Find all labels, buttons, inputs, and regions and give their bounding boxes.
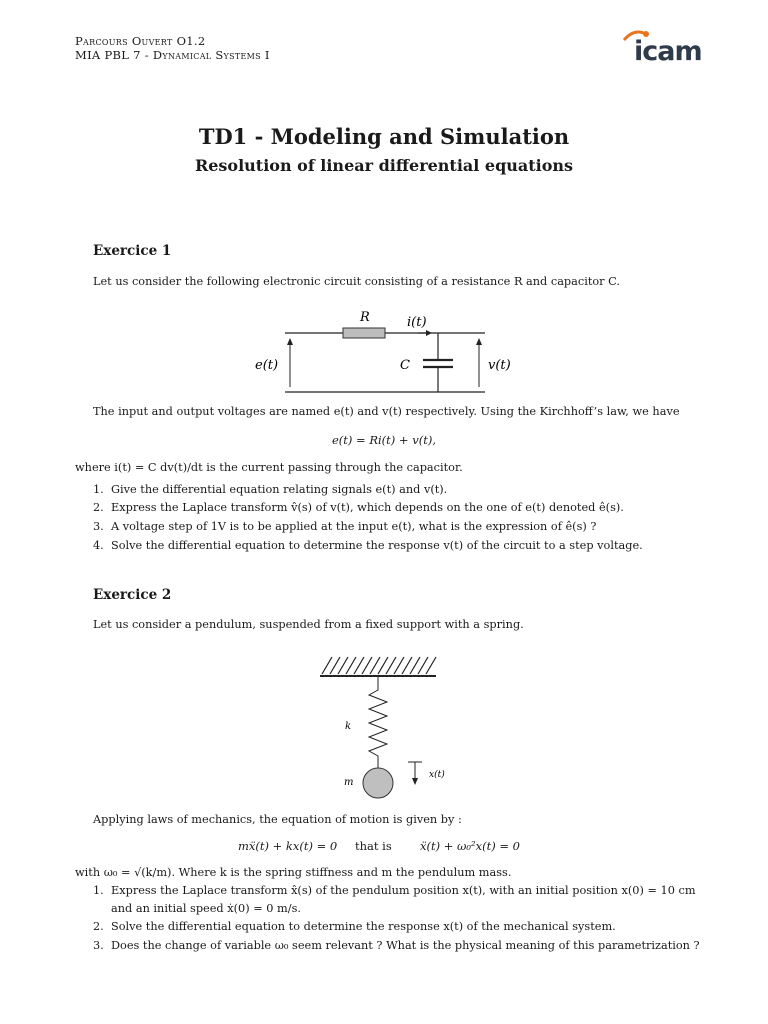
exercise1-heading: Exercice 1: [93, 243, 172, 259]
exercise2-heading: Exercice 2: [93, 587, 172, 603]
pendulum-spring-diagram: [310, 650, 450, 802]
spring-constant-label: k: [345, 721, 352, 732]
item-text: Give the differential equation relating signals e(t) and v(t).: [111, 483, 448, 496]
item-number: 3.: [93, 520, 104, 533]
course-title: MIA PBL 7 - Dynamical Systems I: [75, 48, 270, 62]
exercise2-paragraph: Applying laws of mechanics, the equation of motion is given by :: [93, 813, 462, 826]
ex1-item-2: [93, 501, 624, 515]
page-title: TD1 - Modeling and Simulation: [198, 124, 570, 149]
logo-text: icam: [634, 36, 702, 67]
page-subtitle: Resolution of linear differential equations: [194, 156, 574, 175]
resistor-label: R: [360, 310, 370, 325]
item-text: Does the change of variable ω₀ seem relevant ? What is the physical meaning of this parametrization ?: [111, 939, 700, 952]
fixed-support-hatching: [322, 657, 436, 674]
displacement-arrow-icon: [412, 778, 418, 785]
current-arrow-icon: [426, 330, 432, 336]
current-definition: where i(t) = C dv(t)/dt is the current passing through the capacitor.: [75, 461, 463, 474]
ex2-item-2: [93, 920, 616, 934]
motion-eq-right: ẍ(t) + ω₀²x(t) = 0: [420, 839, 520, 853]
ex2-item-1: [93, 884, 696, 898]
input-voltage-arrow-icon: [287, 338, 293, 345]
rc-circuit-diagram: [250, 305, 520, 400]
position-label: x(t): [429, 770, 445, 780]
pendulum-mass: [363, 768, 393, 798]
spring-shape: [369, 676, 387, 768]
motion-eq-connector: that is: [355, 839, 392, 853]
item-text: A voltage step of 1V is to be applied at the input e(t), what is the expression of ê(s) ?: [111, 520, 597, 533]
item-text: Express the Laplace transform x̂(s) of the pendulum position x(t), with an initial position x(0) = 10 cm: [111, 884, 696, 897]
motion-eq-left: mẍ(t) + kx(t) = 0: [238, 839, 338, 853]
item-text: Solve the differential equation to determine the response v(t) of the circuit to a step voltage.: [111, 539, 643, 552]
ex1-item-1: [93, 483, 447, 497]
mass-label: m: [344, 777, 354, 788]
exercise2-intro: Let us consider a pendulum, suspended from a fixed support with a spring.: [93, 618, 524, 631]
kirchhoff-equation: e(t) = Ri(t) + v(t),: [332, 433, 436, 447]
ex2-item-3: [93, 939, 700, 953]
icam-logo: [620, 22, 700, 66]
resistor-shape: [343, 328, 385, 338]
item-text: Express the Laplace transform v̂(s) of v(t), which depends on the one of e(t) denoted ê(s).: [111, 501, 624, 514]
item-number: 3.: [93, 939, 104, 952]
ex1-item-3: [93, 520, 596, 534]
item-number: 1.: [93, 884, 104, 897]
item-text: Solve the differential equation to determine the response x(t) of the mechanical system.: [111, 920, 616, 933]
omega-definition: with ω₀ = √(k/m). Where k is the spring stiffness and m the pendulum mass.: [75, 866, 512, 879]
item-number: 2.: [93, 920, 104, 933]
ex1-item-4: [93, 539, 643, 553]
input-voltage-label: e(t): [255, 358, 279, 373]
item-number: 1.: [93, 483, 104, 496]
course-code: Parcours Ouvert O1.2: [75, 34, 206, 48]
exercise1-paragraph: The input and output voltages are named e(t) and v(t) respectively. Using the Kirchhoff’s law, we have: [93, 405, 680, 418]
output-voltage-label: v(t): [488, 358, 511, 373]
current-label: i(t): [407, 315, 427, 330]
capacitor-label: C: [400, 358, 410, 373]
ex2-item-1-continued: and an initial speed ẋ(0) = 0 m/s.: [111, 902, 301, 915]
item-number: 4.: [93, 539, 104, 552]
exercise1-intro: Let us consider the following electronic circuit consisting of a resistance R and capacitor C.: [93, 275, 621, 288]
output-voltage-arrow-icon: [476, 338, 482, 345]
item-number: 2.: [93, 501, 104, 514]
